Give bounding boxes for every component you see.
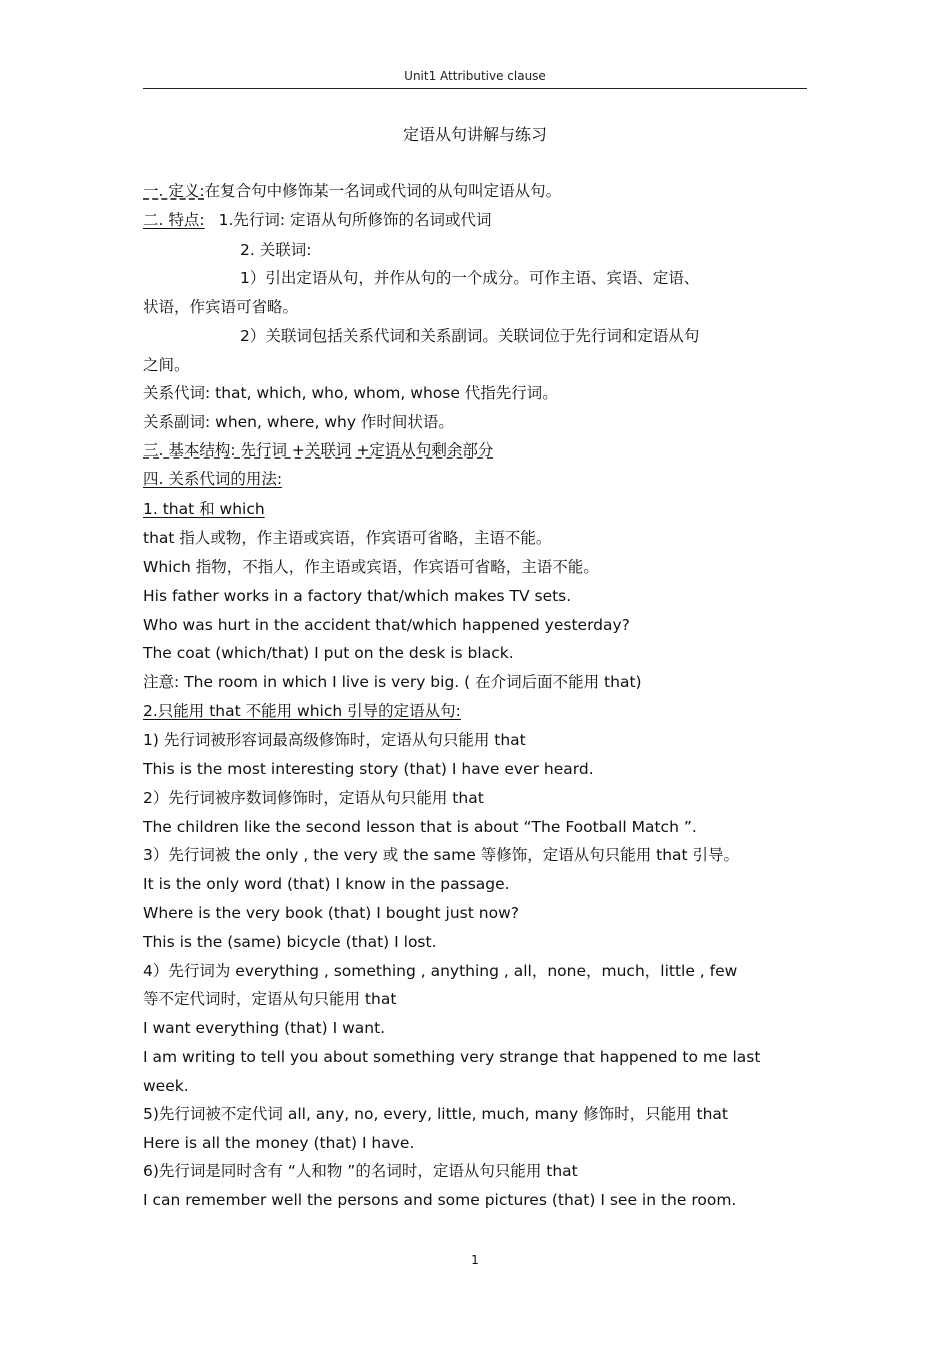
text-line: Which 指物，不指人，作主语或宾语，作宾语可省略，主语不能。 — [143, 558, 599, 576]
subsection-heading: 1. that 和 which — [143, 500, 265, 518]
text-line: 2. 关联词: — [240, 241, 312, 259]
text-line: 6)先行词是同时含有 “人和物 ”的名词时，定语从句只能用 that — [143, 1162, 578, 1180]
example-line: The children like the second lesson that is about “The Football Match ”. — [143, 818, 697, 836]
note-line: 注意: The room in which I live is very big. ( 在介词后面不能用 that) — [143, 673, 642, 691]
section-heading: 三. 基本结构: 先行词 +关联词 +定语从句剩余部分 — [143, 441, 494, 459]
example-line: I want everything (that) I want. — [143, 1019, 386, 1037]
section-heading: 四. 关系代词的用法: — [143, 470, 283, 488]
text-line: 状语，作宾语可省略。 — [143, 298, 299, 316]
text-line: 5)先行词被不定代词 all, any, no, every, little, much, many 修饰时，只能用 that — [143, 1105, 728, 1123]
subsection-heading: 2.只能用 that 不能用 which 引导的定语从句: — [143, 702, 461, 720]
example-line: Who was hurt in the accident that/which happened yesterday? — [143, 616, 630, 634]
features-heading: 二. 特点: — [143, 211, 205, 229]
page-number: 1 — [471, 1253, 479, 1267]
text-line: 关系代词: that, which, who, whom, whose 代指先行词。 — [143, 384, 558, 402]
example-line: This is the most interesting story (that) I have ever heard. — [143, 760, 594, 778]
page-title: 定语从句讲解与练习 — [402, 125, 547, 144]
text-line: 3）先行词被 the only , the very 或 the same 等修饰，定语从句只能用 that 引导。 — [143, 846, 740, 864]
running-header: Unit1 Attributive clause — [404, 69, 546, 83]
text-line: 关系副词: when, where, why 作时间状语。 — [143, 413, 454, 431]
text-line: that 指人或物，作主语或宾语，作宾语可省略，主语不能。 — [143, 529, 552, 547]
text-line: 1）引出定语从句，并作从句的一个成分。可作主语、宾语、定语、 — [240, 269, 700, 287]
text-line: 之间。 — [143, 356, 190, 374]
definition-heading: 一. 定义: — [143, 182, 205, 200]
header-rule — [143, 88, 807, 89]
features-line — [143, 210, 492, 230]
text-line: 2）先行词被序数词修饰时，定语从句只能用 that — [143, 789, 484, 807]
text-line: 4）先行词为 everything , something , anything , all，none，much，little , few — [143, 962, 738, 980]
example-line: The coat (which/that) I put on the desk is black. — [143, 644, 514, 662]
definition-line — [143, 181, 561, 201]
example-line: His father works in a factory that/which makes TV sets. — [143, 587, 572, 605]
example-line: It is the only word (that) I know in the passage. — [143, 875, 510, 893]
example-line: I can remember well the persons and some pictures (that) I see in the room. — [143, 1191, 737, 1209]
example-line: I am writing to tell you about something very strange that happened to me last — [143, 1048, 761, 1066]
definition-text: 在复合句中修饰某一名词或代词的从句叫定语从句。 — [204, 182, 562, 200]
example-line: Here is all the money (that) I have. — [143, 1134, 415, 1152]
example-line: week. — [143, 1077, 189, 1095]
text-line: 1) 先行词被形容词最高级修饰时，定语从句只能用 that — [143, 731, 526, 749]
text-line: 2）关联词包括关系代词和关系副词。关联词位于先行词和定语从句 — [240, 327, 700, 345]
example-line: This is the (same) bicycle (that) I lost. — [143, 933, 437, 951]
features-text: 1.先行词: 定语从句所修饰的名词或代词 — [218, 211, 492, 229]
example-line: Where is the very book (that) I bought just now? — [143, 904, 519, 922]
text-line: 等不定代词时，定语从句只能用 that — [143, 990, 397, 1008]
